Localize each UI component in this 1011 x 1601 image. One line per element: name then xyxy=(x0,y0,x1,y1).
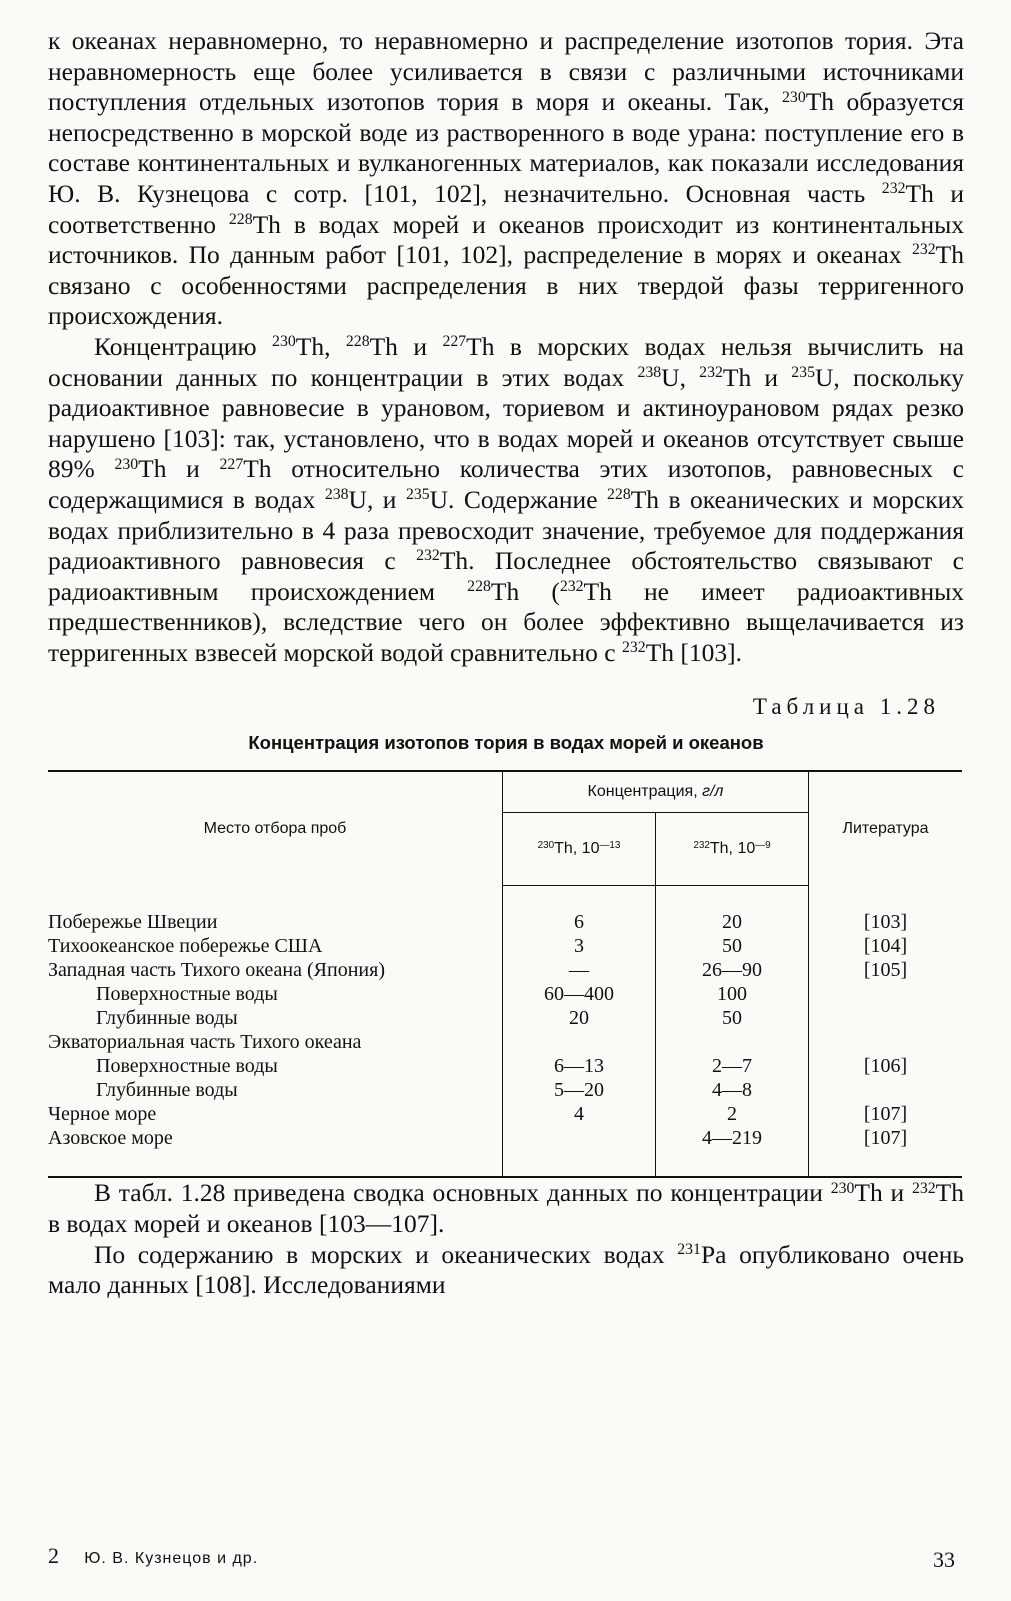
cell-th232: 50 xyxy=(656,1006,809,1030)
cell-ref xyxy=(809,982,963,1006)
cell-ref: [105] xyxy=(863,959,908,982)
cell-th230: 3 xyxy=(503,934,656,958)
header-th230: $^{230}$Th, $10^{—13}$ xyxy=(503,813,656,886)
cell-place: Экваториальная часть Тихого океана xyxy=(48,1030,503,1054)
cell-th232: 2 xyxy=(656,1102,809,1126)
cell-th232: 2—7 xyxy=(656,1054,809,1078)
cell-place: Западная часть Тихого океана (Япония) xyxy=(48,958,503,982)
table-row xyxy=(48,1054,962,1078)
cell-th232: 4—8 xyxy=(656,1078,809,1102)
paragraph-2: Концентрацию $^{230}$Th, $^{228}$Th и $^{227}$Th в морских водах нельзя вычислить на основании данных по концентрации в этих водах $^{238}$U, $^{232}$Th и $^{235}$U, поскольку радиоактивное равновесие в урановом, ториевом и актиноурановом рядах резко нарушено [103]: так, установлено, что в водах морей и океанов отсутствует свыше 89% $^{230}$Th и $^{227}$Th относительно количества этих изотопов, равновесных с содержащимися в водах $^{238}$U, и $^{235}$U. Содержание $^{228}$Th в океанических и морских водах приблизительно в 4 раза превосходит значение, требуемое для поддержания радиоактивного равновесия с $^{232}$Th. Последнее обстоятельство связывают с радиоактивным происхождением $^{228}$Th ($^{232}$Th не имеет радиоактивных предшественников), вследствие чего он более эффективно выщелачивается из терригенных взвесей морской водой сравнительно с $^{232}$Th [103]. xyxy=(48,331,965,667)
cell-place: Побережье Швеции xyxy=(48,886,503,935)
signature-authors: Ю. В. Кузнецов и др. xyxy=(84,1550,259,1567)
table-caption: Таблица 1.28 xyxy=(752,694,940,720)
cell-th232: 4—219 xyxy=(656,1126,809,1177)
cell-th232: 26—90 xyxy=(656,958,809,982)
cell-place: Тихоокеанское побережье США xyxy=(48,934,503,958)
table-row xyxy=(48,934,962,958)
cell-th230: 20 xyxy=(503,1006,656,1030)
cell-ref: [107] xyxy=(863,1103,908,1126)
table-row xyxy=(48,1006,962,1030)
table-row xyxy=(48,982,962,1006)
cell-ref: [103] xyxy=(863,910,908,933)
cell-place: Глубинные воды xyxy=(48,1006,503,1030)
cell-ref: [104] xyxy=(863,935,908,958)
signature-mark xyxy=(48,1543,258,1569)
signature-number: 2 xyxy=(48,1543,59,1568)
cell-th232: 50 xyxy=(656,934,809,958)
cell-th230: 6 xyxy=(503,886,656,935)
cell-th232: 100 xyxy=(656,982,809,1006)
table-row xyxy=(48,886,962,935)
cell-th230: 4 xyxy=(503,1102,656,1126)
header-place: Место отбора проб xyxy=(48,771,503,886)
table-row xyxy=(48,1030,962,1054)
cell-th230: 60—400 xyxy=(503,982,656,1006)
table-row xyxy=(48,1102,962,1126)
cell-ref xyxy=(809,1030,963,1054)
cell-ref xyxy=(809,1006,963,1030)
cell-th230: 5—20 xyxy=(503,1078,656,1102)
page-number: 33 xyxy=(933,1547,955,1572)
table-row xyxy=(48,1126,962,1177)
header-literature: Литература xyxy=(842,820,929,838)
cell-ref: [106] xyxy=(863,1055,908,1078)
paragraph-4: По содержанию в морских и океанических водах $^{231}$Pa опубликовано очень мало данных [108]. Исследованиями xyxy=(48,1239,964,1300)
cell-place: Черное море xyxy=(48,1102,503,1126)
header-th232: $^{232}$Th, $10^{—9}$ xyxy=(656,813,809,886)
cell-ref: [107] xyxy=(863,1127,908,1150)
cell-ref xyxy=(809,1078,963,1102)
paragraph-3: В табл. 1.28 приведена сводка основных данных по концентрации $^{230}$Th и $^{232}$Th в водах морей и океанов [103—107]. xyxy=(48,1178,964,1239)
cell-th232: 20 xyxy=(656,886,809,935)
cell-th232 xyxy=(656,1030,809,1054)
cell-place: Поверхностные воды xyxy=(48,1054,503,1078)
table-row xyxy=(48,1078,962,1102)
table-row xyxy=(48,958,962,982)
page-content xyxy=(48,26,964,1301)
cell-th230: — xyxy=(503,958,656,982)
header-concentration: Концентрация, г/л xyxy=(503,771,809,813)
cell-th230 xyxy=(503,1126,656,1177)
cell-place: Азовское море xyxy=(48,1126,503,1177)
cell-th230: 6—13 xyxy=(503,1054,656,1078)
table-title: Концентрация изотопов тория в водах морей и океанов xyxy=(248,732,764,754)
cell-th230 xyxy=(503,1030,656,1054)
cell-place: Глубинные воды xyxy=(48,1078,503,1102)
paragraph-1: к океанах неравномерно, то неравномерно и распределение изотопов тория. Эта неравномерность еще более усиливается в связи с различными источниками поступления отдельных изотопов тория в моря и океаны. Так, $^{230}$Th образуется непосредственно в морской воде из растворенного в воде урана: поступление его в составе континентальных и вулканогенных материалов, как показали исследования Ю. В. Кузнецова с сотр. [101, 102], незначительно. Основная часть $^{232}$Th и соответственно $^{228}$Th в водах морей и океанов происходит из континентальных источников. По данным работ [101, 102], распределение в морях и океанах $^{232}$Th связано с особенностями распределения в них твердой фазы терригенного происхождения. xyxy=(48,26,965,331)
cell-place: Поверхностные воды xyxy=(48,982,503,1006)
thorium-concentration-table xyxy=(48,770,962,1178)
